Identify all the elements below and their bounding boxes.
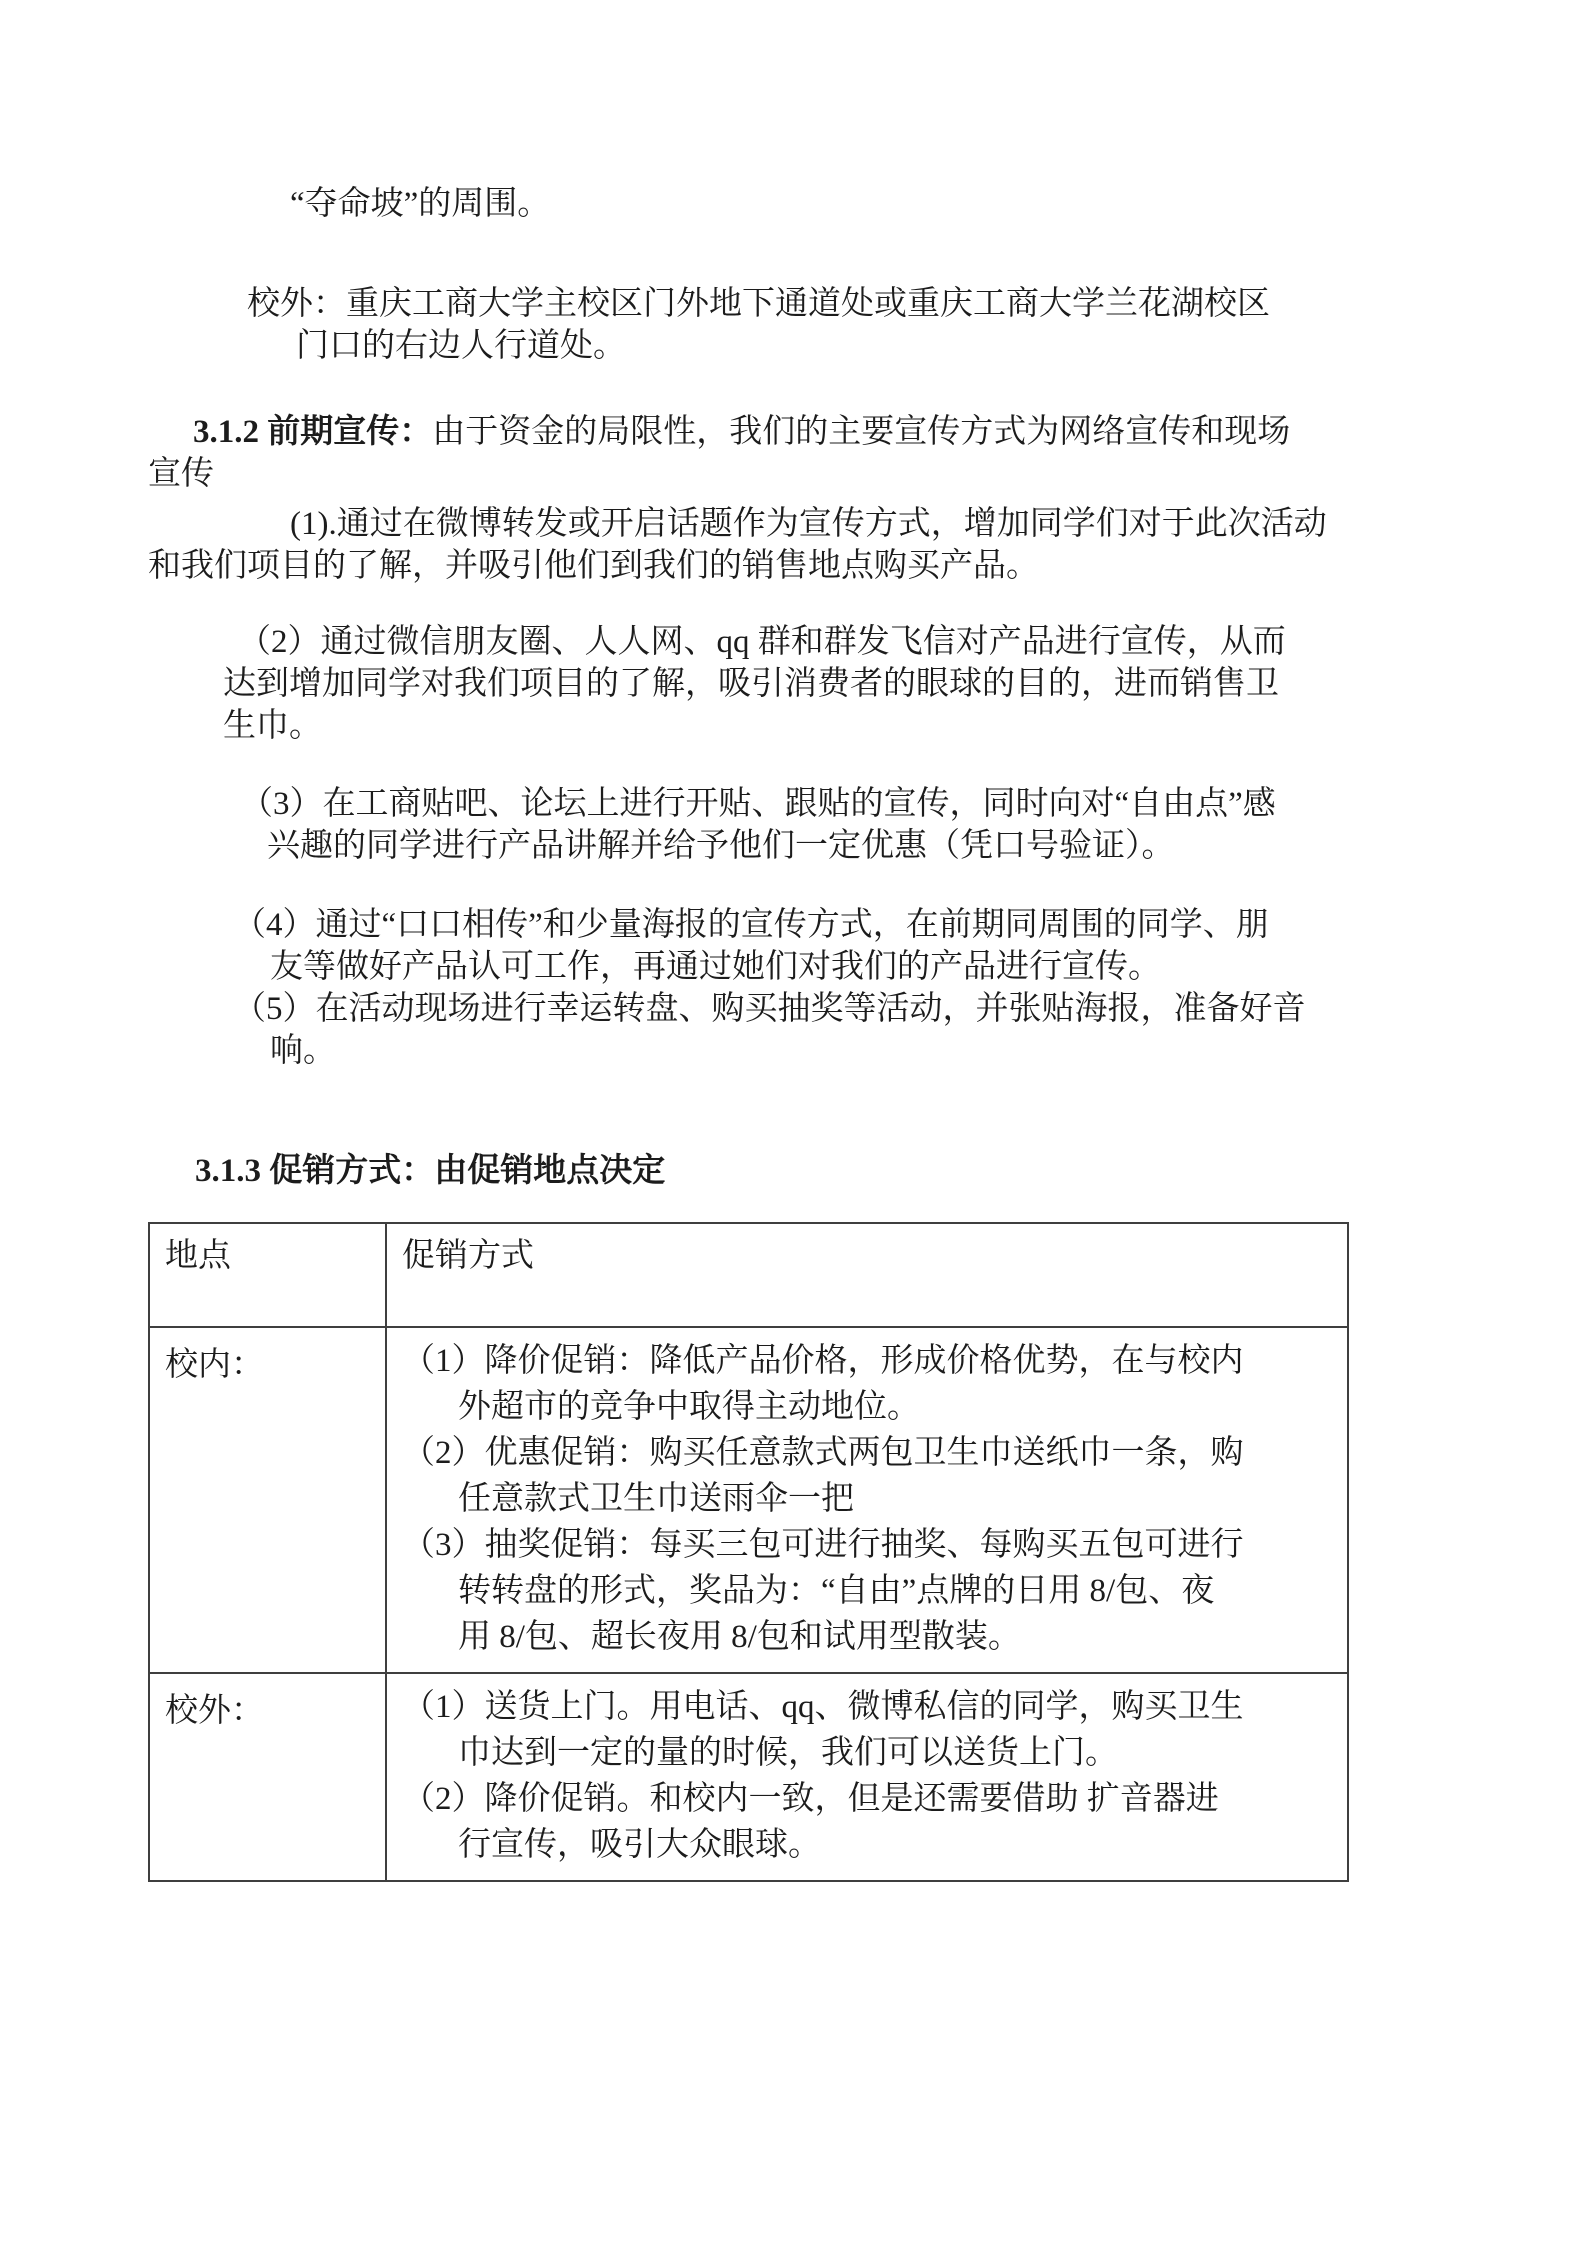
item-2-line-3: 生巾。 [223,708,322,744]
table-row-off-campus [149,1673,1348,1881]
table-header-method: 促销方式 [386,1223,1348,1327]
location-line-1: 校外：重庆工商大学主校区门外地下通道处或重庆工商大学兰花湖校区 [247,286,1270,322]
table-header-location: 地点 [149,1223,386,1327]
item-3-line-1: （3）在工商贴吧、论坛上进行开贴、跟贴的宣传，同时向对“自由点”感 [240,786,1276,822]
off-campus-line-3: （2）降价促销。和校内一致，但是还需要借助 扩音器进 [402,1781,1219,1817]
item-4-line-1: （4）通过“口口相传”和少量海报的宣传方式，在前期同周围的同学、朋 [233,907,1269,943]
row-content-off-campus [386,1673,1348,1881]
on-campus-line-7: 用 8/包、超长夜用 8/包和试用型散装。 [458,1619,1021,1655]
off-campus-line-4: 行宣传，吸引大众眼球。 [458,1827,821,1863]
item-1-line-2: 和我们项目的了解，并吸引他们到我们的销售地点购买产品。 [148,548,1039,584]
item-3-line-2: 兴趣的同学进行产品讲解并给予他们一定优惠（凭口号验证）。 [267,828,1175,864]
table-row-on-campus [149,1327,1348,1673]
section-312-heading-text: 由于资金的局限性，我们的主要宣传方式为网络宣传和现场 [432,414,1291,450]
row-content-on-campus [386,1327,1348,1673]
item-4-line-2: 友等做好产品认可工作，再通过她们对我们的产品进行宣传。 [270,949,1161,985]
table-header-row [149,1223,1348,1327]
row-label-off-campus: 校外： [149,1673,386,1881]
quote-line: “夺命坡”的周围。 [290,186,551,222]
on-campus-line-6: 转转盘的形式，奖品为：“自由”点牌的日用 8/包、夜 [458,1573,1215,1609]
item-2-line-2: 达到增加同学对我们项目的了解，吸引消费者的眼球的目的，进而销售卫 [223,666,1279,702]
location-line-2: 门口的右边人行道处。 [296,328,626,364]
item-5-line-1: （5）在活动现场进行幸运转盘、购买抽奖等活动，并张贴海报，准备好音 [233,991,1306,1027]
section-312-heading-number: 3.1.2 前期宣传： [193,414,433,450]
on-campus-line-4: 任意款式卫生巾送雨伞一把 [458,1481,854,1517]
row-label-on-campus: 校内： [149,1327,386,1673]
item-2-line-1: （2）通过微信朋友圈、人人网、qq 群和群发飞信对产品进行宣传，从而 [238,624,1286,660]
section-312-heading [193,411,1496,453]
off-campus-line-2: 巾达到一定的量的时候，我们可以送货上门。 [458,1735,1118,1771]
on-campus-line-1: （1）降价促销：降低产品价格，形成价格优势，在与校内 [402,1343,1244,1379]
on-campus-line-3: （2）优惠促销：购买任意款式两包卫生巾送纸巾一条，购 [402,1435,1244,1471]
promotion-table [148,1222,1349,1882]
section-313-heading: 3.1.3 促销方式：由促销地点决定 [195,1153,666,1189]
off-campus-line-1: （1）送货上门。用电话、qq、微博私信的同学，购买卫生 [402,1689,1244,1725]
section-312-heading-wrap: 宣传 [148,456,214,492]
on-campus-line-5: （3）抽奖促销：每买三包可进行抽奖、每购买五包可进行 [402,1527,1244,1563]
item-5-line-2: 响。 [270,1033,336,1069]
on-campus-line-2: 外超市的竞争中取得主动地位。 [458,1389,920,1425]
item-1-line-1: (1).通过在微博转发或开启话题作为宣传方式，增加同学们对于此次活动 [290,506,1327,542]
